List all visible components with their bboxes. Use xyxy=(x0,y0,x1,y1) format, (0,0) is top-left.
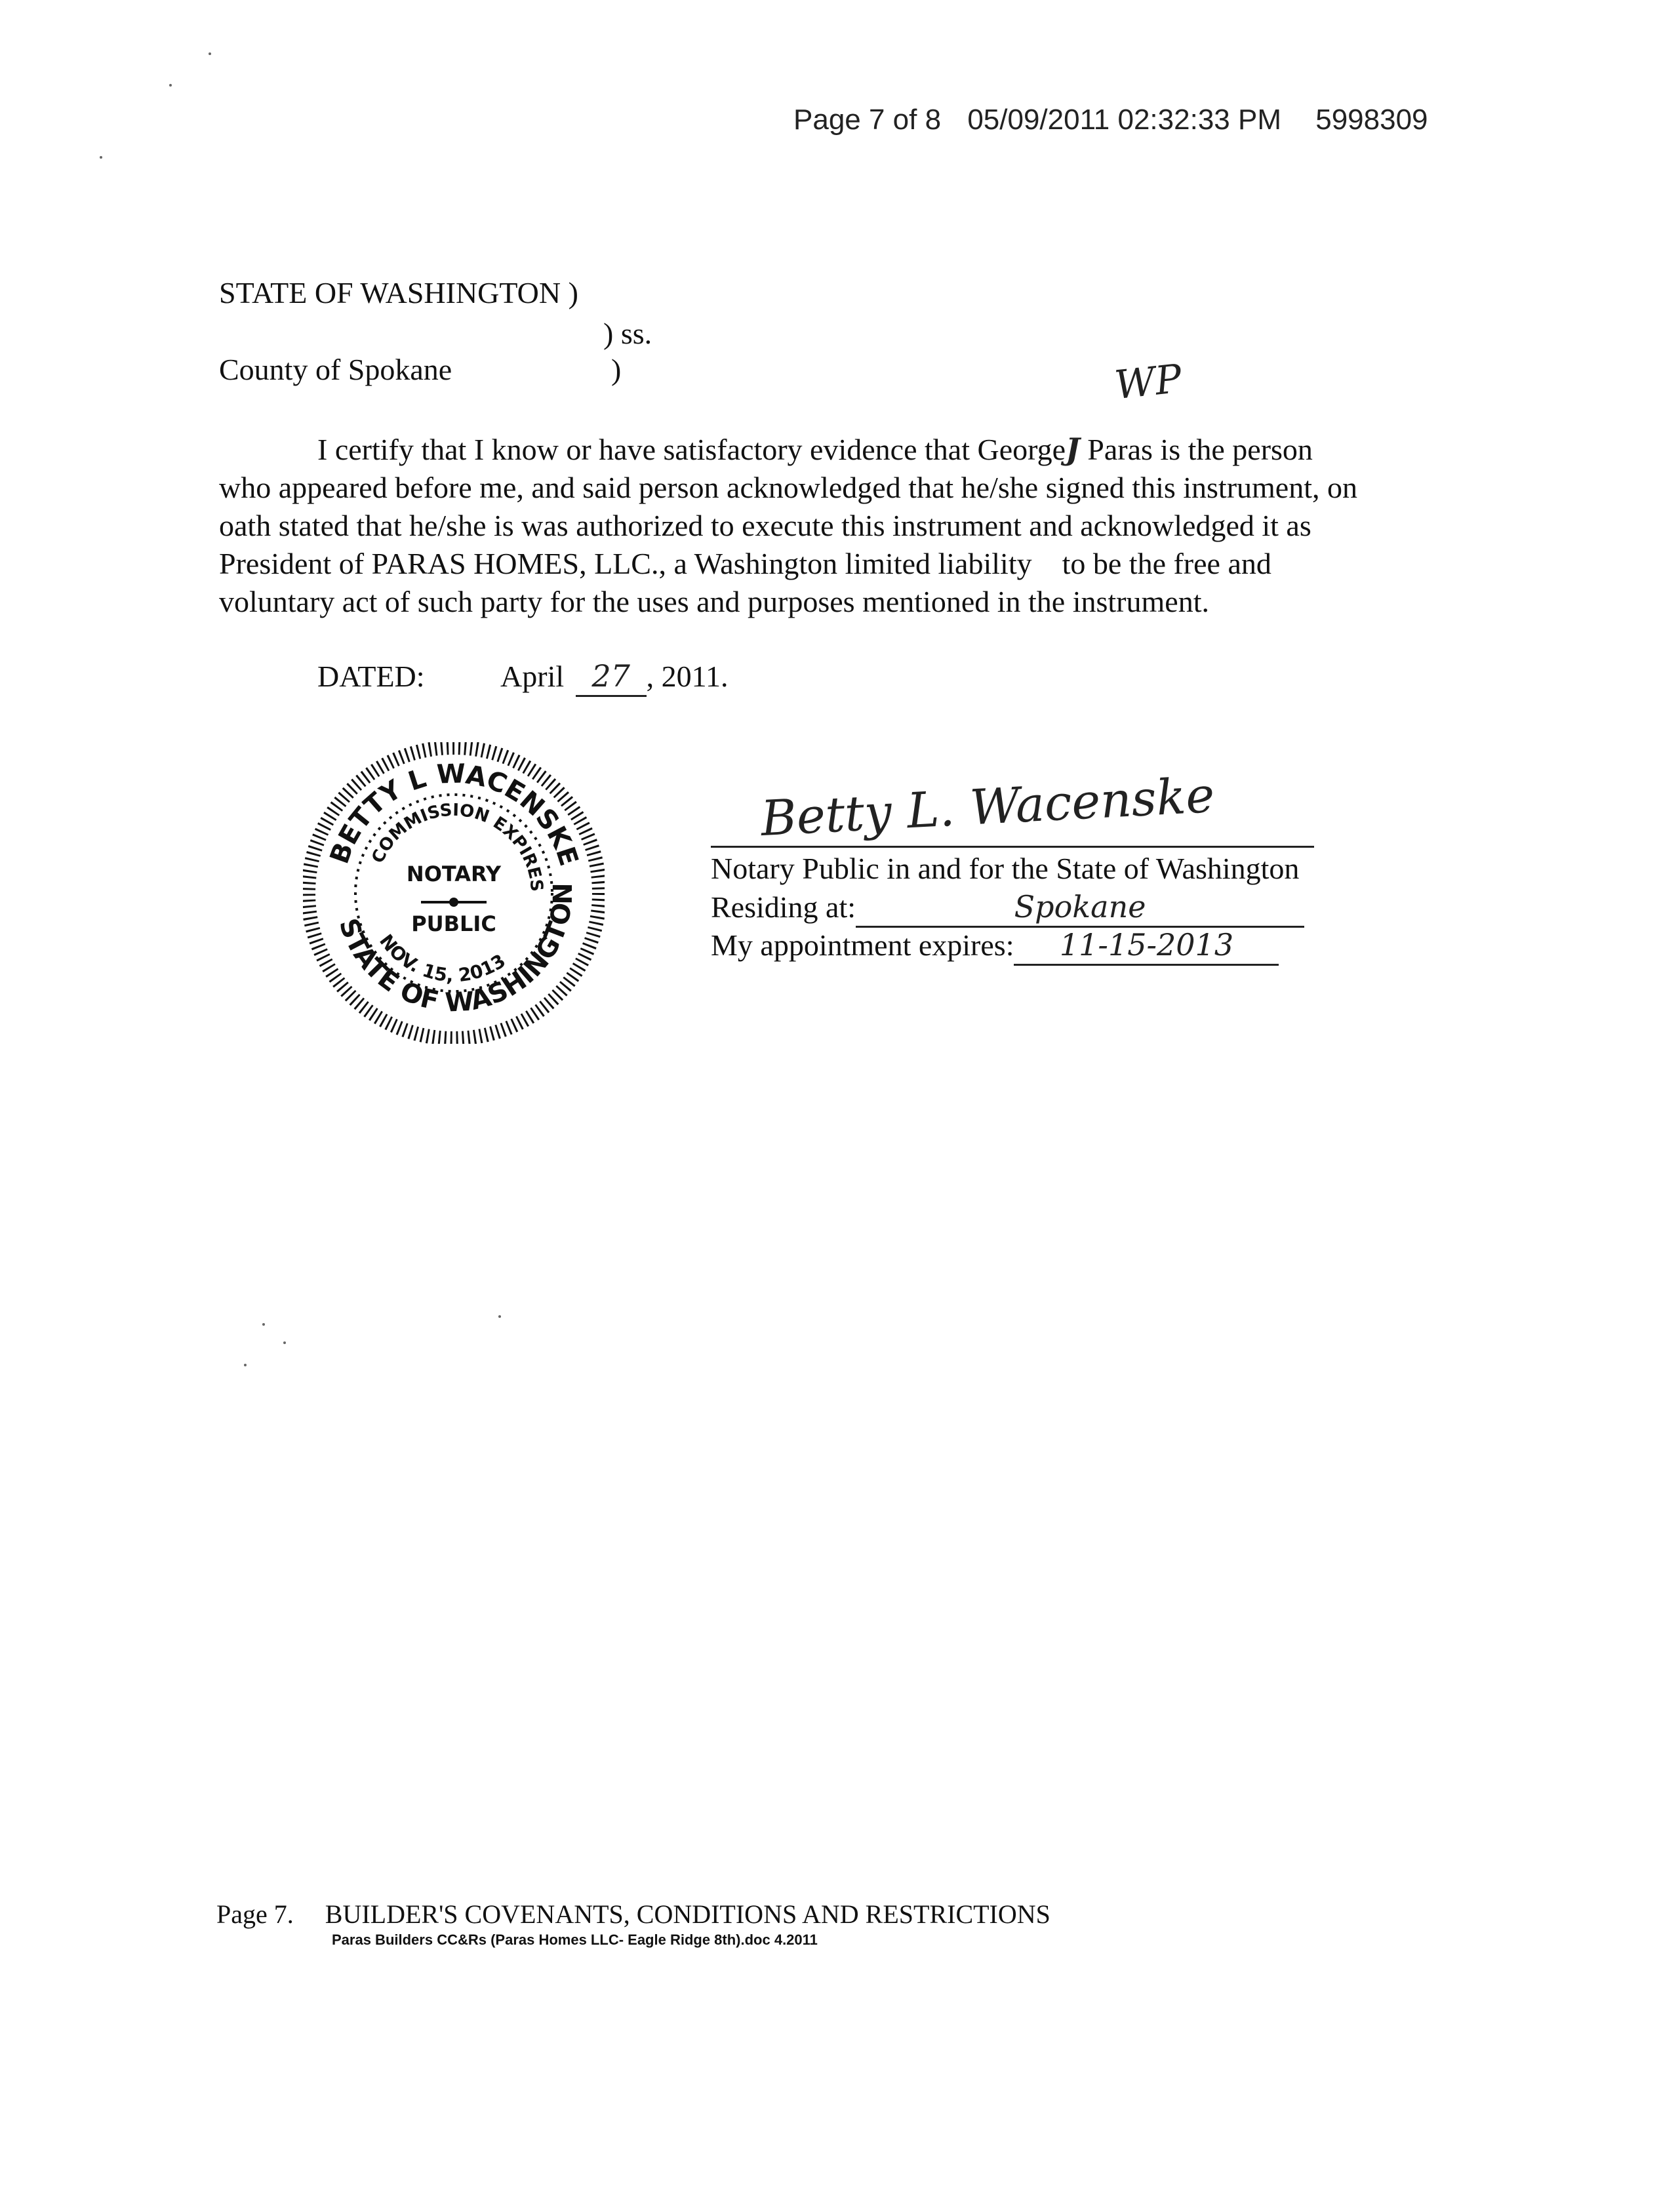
dated-day: 27 xyxy=(576,657,647,697)
middle-initial: J xyxy=(1066,431,1080,467)
expires-line xyxy=(711,926,1279,966)
dated-year: , 2011. xyxy=(646,660,729,693)
signature-line xyxy=(711,846,1314,848)
footer-title: BUILDER'S COVENANTS, CONDITIONS AND RESTRICTIONS xyxy=(325,1899,1050,1929)
document-number: 5998309 xyxy=(1315,104,1428,136)
residing-value: Spokane xyxy=(856,888,1304,928)
cert-line5: voluntary act of such party for the uses and purposes mentioned in the instrument. xyxy=(219,585,1209,618)
dated-label: DATED: xyxy=(317,660,425,693)
residing-line xyxy=(711,888,1304,928)
county-line: County of Spokane xyxy=(219,353,452,386)
scan-speck xyxy=(169,84,172,87)
seal-outer-top: BETTY L WACENSKE xyxy=(324,759,584,870)
footer-page: Page 7. xyxy=(216,1899,294,1929)
seal-center-top: NOTARY xyxy=(406,862,502,886)
county-paren: ) xyxy=(611,353,622,386)
cert-line1-a: I certify that I know or have satisfactory evidence that George xyxy=(317,433,1066,466)
footer-filename: Paras Builders CC&Rs (Paras Homes LLC- Eagle Ridge 8th).doc 4.2011 xyxy=(332,1932,818,1948)
cert-line1-b: Paras is the person xyxy=(1079,433,1313,466)
scan-speck xyxy=(498,1315,501,1318)
notary-seal xyxy=(303,742,605,1044)
scan-speck xyxy=(244,1364,247,1366)
cert-line2: who appeared before me, and said person acknowledged that he/she signed this instrument, on xyxy=(219,471,1358,504)
ss-line: ) ss. xyxy=(603,317,652,350)
notary-title: Notary Public in and for the State of Washington xyxy=(711,852,1300,885)
state-line: STATE OF WASHINGTON ) xyxy=(219,276,578,309)
dated-line xyxy=(317,657,728,697)
page-header xyxy=(793,104,1428,136)
expires-label: My appointment expires: xyxy=(711,928,1014,962)
footer-title-line xyxy=(216,1899,1050,1930)
expires-value: 11-15-2013 xyxy=(1014,926,1279,966)
handwritten-initials: WP xyxy=(1112,355,1184,409)
scan-speck xyxy=(100,156,102,159)
scan-speck xyxy=(283,1341,286,1344)
seal-outer-bottom: STATE OF WASHINGTON xyxy=(332,882,579,1018)
cert-line3: oath stated that he/she is was authorized to execute this instrument and acknowledged it as xyxy=(219,509,1311,542)
cert-line4: President of PARAS HOMES, LLC., a Washington limited liability to be the free and xyxy=(219,547,1271,580)
seal-center-bottom: PUBLIC xyxy=(411,911,496,936)
dated-month: April xyxy=(500,660,565,693)
seal-inner-bottom: NOV. 15, 2013 xyxy=(375,930,510,987)
scan-speck xyxy=(262,1323,265,1326)
notary-signature: Betty L. Wacenske xyxy=(759,766,1216,848)
page-info: Page 7 of 8 xyxy=(793,104,942,136)
scan-speck xyxy=(209,52,211,55)
header-timestamp: 05/09/2011 02:32:33 PM xyxy=(967,104,1281,136)
certification-paragraph xyxy=(219,430,1504,621)
residing-label: Residing at: xyxy=(711,890,856,924)
seal-inner-top: COMMISSION EXPIRES xyxy=(368,800,547,893)
